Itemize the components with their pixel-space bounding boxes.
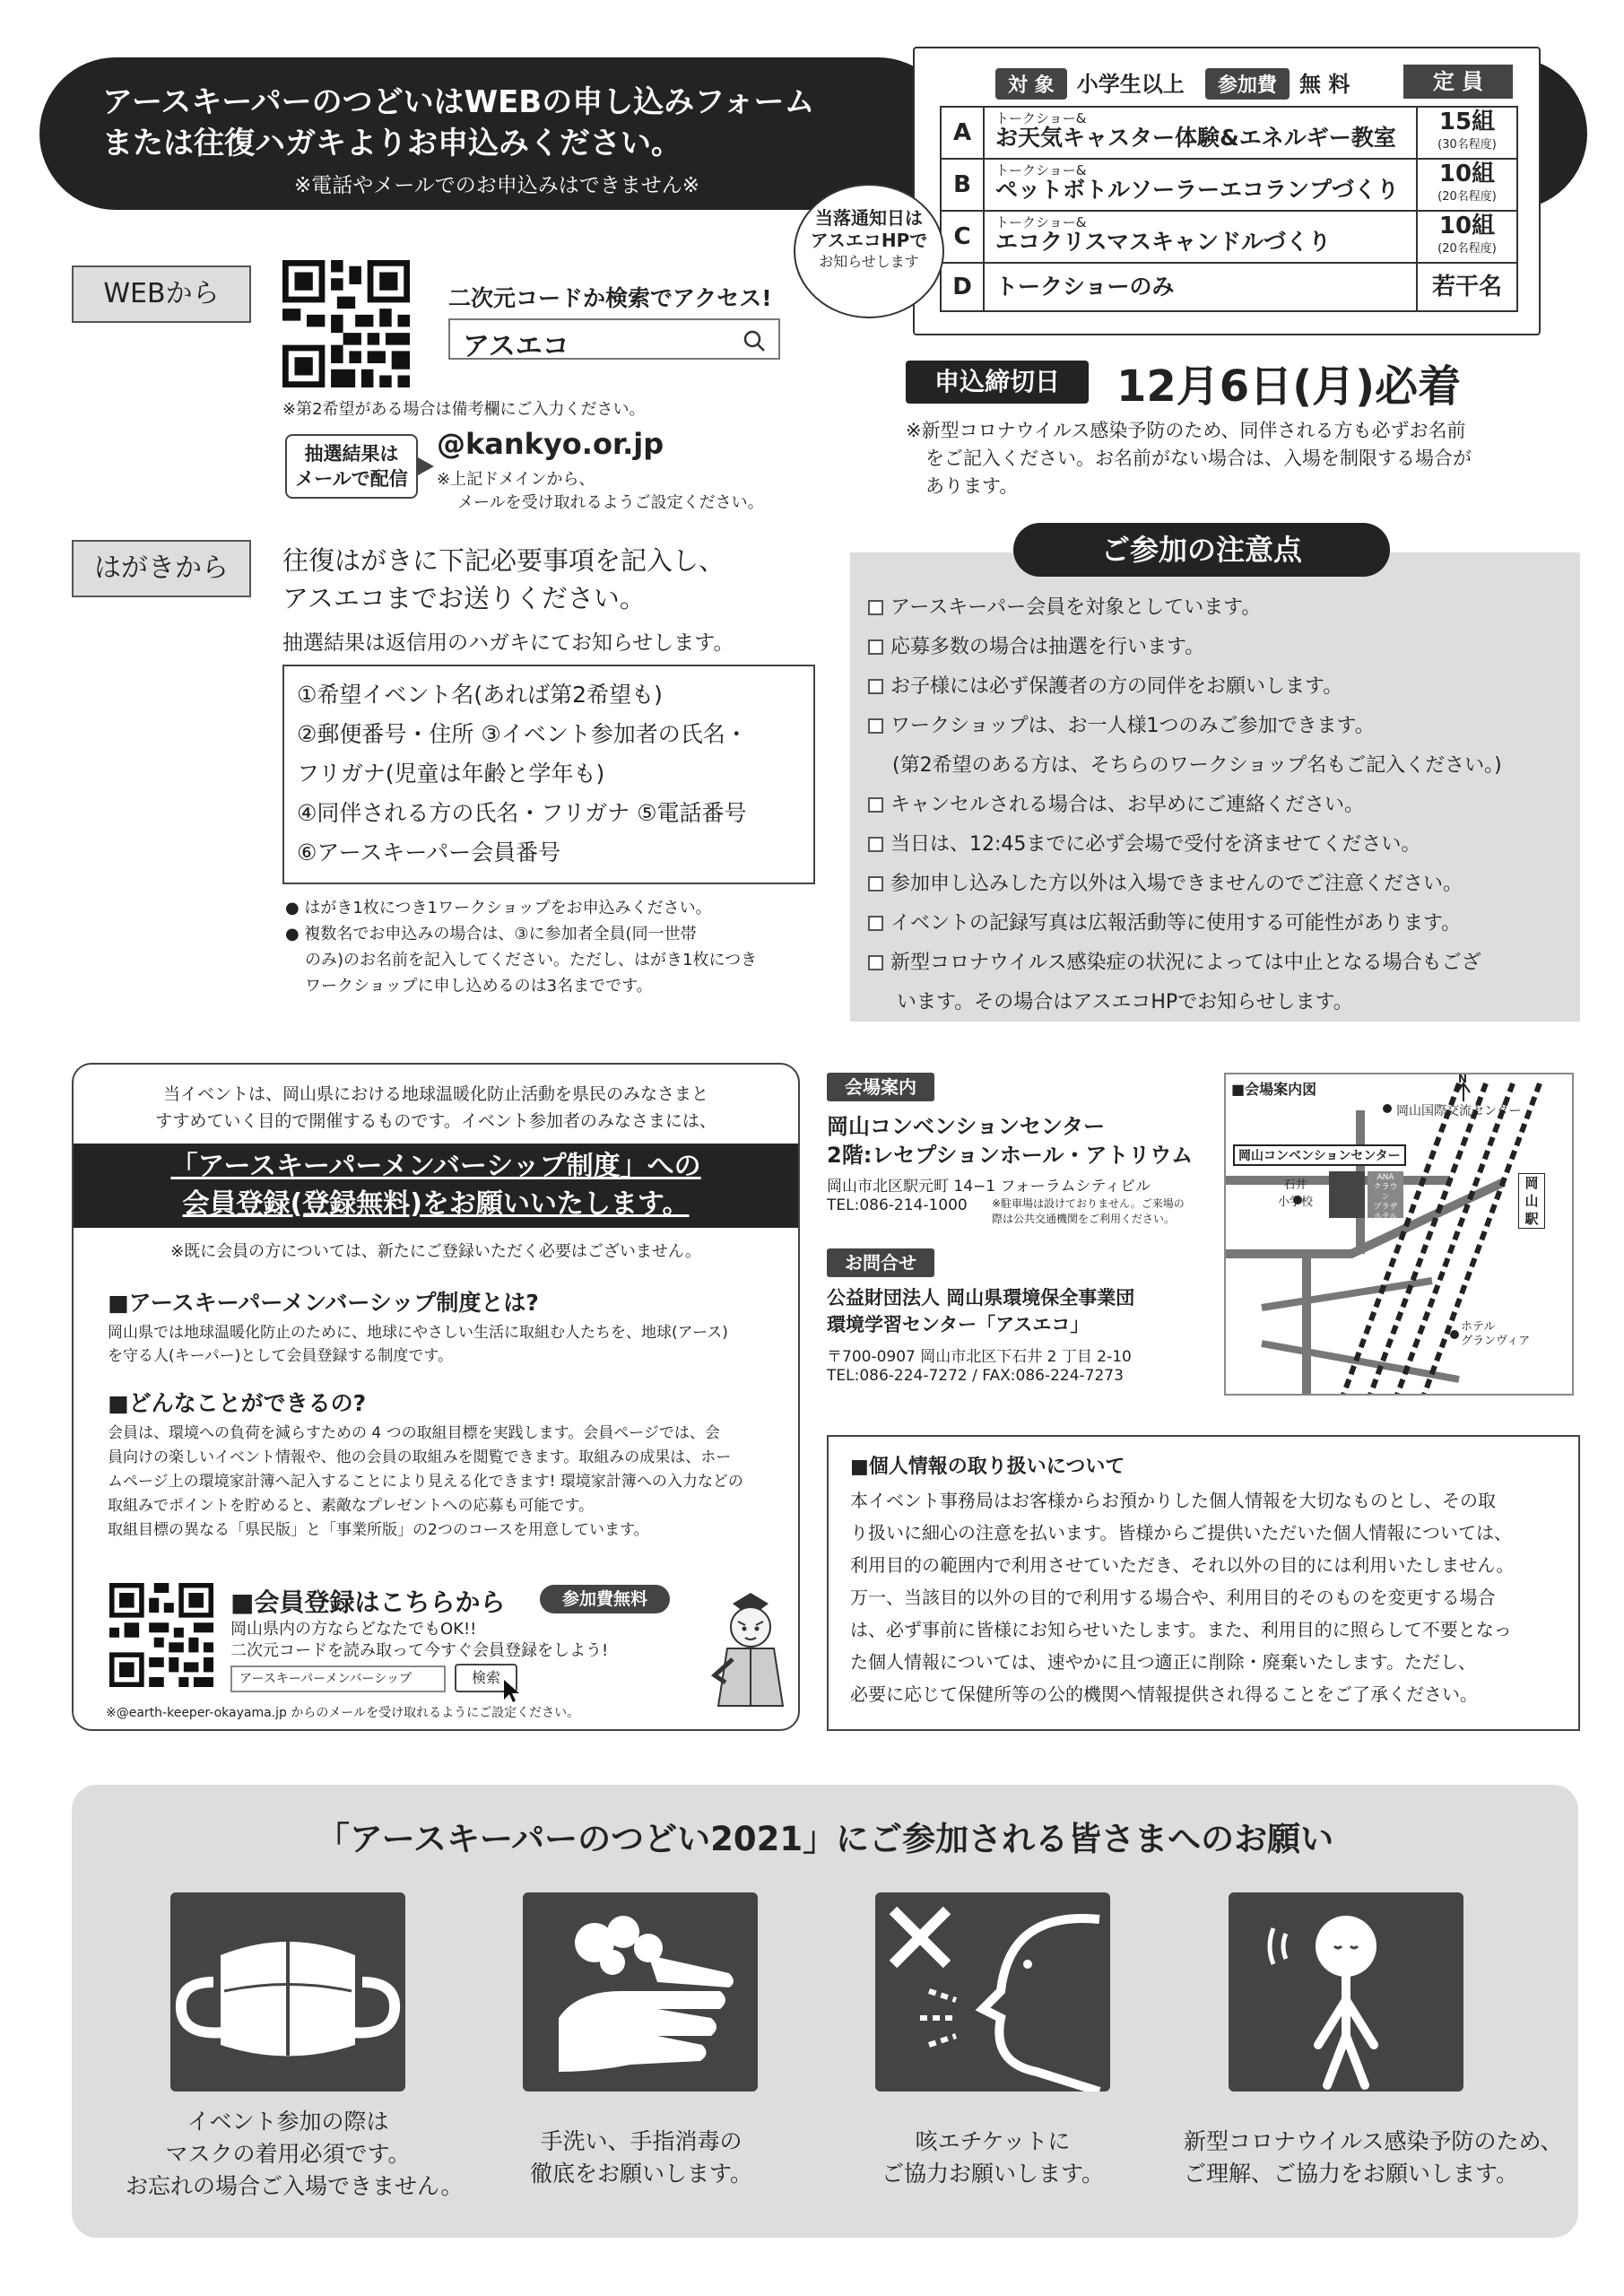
- hagaki-note1: ● はがき1枚につき1ワークショップをお申込みください。: [285, 899, 712, 918]
- request-caption-line: マスクの着用必須です。: [165, 2141, 411, 2167]
- row-title: トークショーのみ: [995, 274, 1175, 300]
- membership-box: [72, 1063, 800, 1731]
- checkbox-icon: [868, 718, 883, 734]
- mail-box-line1: 抽選結果は: [304, 443, 399, 465]
- membership-intro2: すすめていく目的で開催するものです。イベント参加者のみなさまには、: [155, 1111, 716, 1131]
- privacy-line: 必要に応じて保健所等の公的機関へ情報提供され得ることをご了承ください。: [850, 1683, 1478, 1705]
- row-title: ペットボトルソーラーエコランプづくり: [995, 177, 1400, 203]
- request-caption: [126, 2106, 464, 2203]
- caution-text: アースキーパー会員を対象としています。: [890, 596, 1262, 619]
- venue-map[interactable]: [1224, 1073, 1574, 1396]
- privacy-line: た個人情報については、速やかに且つ適正に削除・廃棄いたします。ただし、: [850, 1651, 1476, 1673]
- request-caption: [1184, 2126, 1563, 2190]
- caution-text: キャンセルされる場合は、お早めにご連絡ください。: [890, 794, 1365, 816]
- requests-title: 「アースキーパーのつどい2021」にご参加される皆さまへのお願い: [316, 1820, 1334, 1858]
- caution-text: 当日は、12:45までに必ず会場で受付を済ませてください。: [890, 833, 1421, 856]
- membership-p1: [108, 1321, 728, 1368]
- notice-line3: お知らせします: [819, 253, 919, 270]
- map-title: ■会場案内図: [1231, 1081, 1317, 1098]
- checkbox-icon: [868, 876, 883, 891]
- row-capacity-note: (20名程度): [1437, 190, 1497, 204]
- membership-qr-code[interactable]: [109, 1583, 213, 1687]
- hagaki-note4: ワークショップに申し込めるのは3名までです。: [305, 977, 653, 996]
- row-letter: B: [942, 160, 985, 210]
- target-label: 対 象: [995, 68, 1067, 100]
- membership-intro1: 当イベントは、岡山県における地球温暖化防止活動を県民のみなさまと: [162, 1084, 708, 1104]
- mask-icon: [170, 1892, 405, 2092]
- row-capacity-note: (30名程度): [1437, 138, 1497, 152]
- membership-p3b: 二次元コードを読み取って今すぐ会員登録をしよう!: [230, 1641, 609, 1660]
- membership-intro: [74, 1081, 798, 1135]
- deadline-note1: ※新型コロナウイルス感染予防のため、同伴される方も必ずお名前: [906, 420, 1466, 441]
- venue-name1: 岡山コンベンションセンター: [827, 1114, 1105, 1139]
- caution-subnote: (第2希望のある方は、そちらのワークショップ名もご記入ください。): [892, 754, 1502, 777]
- venue-name2: 2階:レセプションホール・アトリウム: [827, 1143, 1194, 1168]
- mail-box-line2: メールで配信: [295, 468, 408, 490]
- request-caption-line: ご理解、ご協力をお願いします。: [1184, 2161, 1519, 2187]
- hagaki-line2: アスエコまでお送りください。: [282, 583, 646, 613]
- caution-text: ワークショップは、お一人様1つのみご参加できます。: [890, 715, 1375, 737]
- membership-search-button[interactable]: 検索: [455, 1664, 517, 1692]
- checkbox-icon: [868, 797, 883, 813]
- application-banner: [39, 57, 954, 210]
- request-caption-line: お忘れの場合ご入場できません。: [126, 2173, 464, 2199]
- checkbox-icon: [868, 916, 883, 931]
- membership-h1: ■アースキーパーメンバーシップ制度とは?: [108, 1290, 539, 1316]
- privacy-line: は、必ず事前に皆様にお知らせいたします。また、利用目的に照らして不要となっ: [850, 1619, 1512, 1640]
- privacy-line: り扱いに細心の注意を払います。皆様からご提供いただいた個人情報については、: [850, 1522, 1512, 1544]
- caution-item: [868, 789, 1364, 817]
- table-row: [940, 262, 1518, 312]
- row-subtitle: トークショー&: [995, 214, 1087, 230]
- privacy-line: 利用目的の範囲内で利用させていただき、それ以外の目的には利用いたしません。: [850, 1554, 1515, 1576]
- hagaki-line3: 抽選結果は返信用のハガキにてお知らせします。: [282, 631, 734, 655]
- cough-etiquette-icon: [875, 1892, 1110, 2092]
- notice-circle: [794, 184, 944, 318]
- map-granvia2: グランヴィア: [1461, 1335, 1531, 1348]
- caution-item: [868, 829, 1420, 857]
- row-subtitle: トークショー&: [995, 110, 1087, 126]
- venue-name: [827, 1112, 1193, 1170]
- contact-tel: TEL:086-224-7272 / FAX:086-224-7273: [827, 1367, 1124, 1385]
- caution-subnote: います。その場合はアスエコHPでお知らせします。: [897, 991, 1353, 1013]
- request-caption-line: 手洗い、手指消毒の: [540, 2128, 743, 2154]
- notice-line1: 当落通知日は: [815, 207, 923, 229]
- contact-label: お問合せ: [827, 1248, 934, 1277]
- contact-address: 〒700-0907 岡山市北区下石井 2 丁目 2-10: [827, 1348, 1132, 1366]
- caution-text: イベントの記録写真は広報活動等に使用する可能性があります。: [890, 912, 1462, 935]
- requirement-item: ④同伴される方の氏名・フリガナ ⑤電話番号: [297, 800, 747, 826]
- membership-search-input[interactable]: アースキーパーメンバーシップ: [230, 1665, 446, 1692]
- deadline-note2: をご記入ください。お名前がない場合は、入場を制限する場合が: [925, 448, 1472, 469]
- membership-p1b: を守る人(キーパー)として会員登録する制度です。: [108, 1347, 454, 1365]
- web-search-input[interactable]: [448, 318, 780, 360]
- checkbox-icon: [868, 679, 883, 694]
- row-title: お天気キャスター体験&エネルギー教室: [995, 125, 1396, 151]
- free-badge: 参加費無料: [540, 1585, 670, 1613]
- map-station: 岡山駅: [1518, 1173, 1545, 1229]
- caution-text: 新型コロナウイルス感染症の状況によっては中止となる場合もござ: [890, 952, 1481, 974]
- caution-item: [868, 671, 1342, 699]
- web-access-text: 二次元コードか検索でアクセス!: [448, 285, 772, 311]
- venue-label: 会場案内: [827, 1073, 934, 1101]
- venue-parking1: ※駐車場は設けておりません。ご来場の: [992, 1197, 1185, 1210]
- hagaki-notes: [285, 895, 757, 999]
- venue-parking: [992, 1196, 1185, 1227]
- target-row: [995, 66, 1350, 100]
- map-hotel4: ホテル: [1373, 1213, 1398, 1222]
- hagaki-label: はがきから: [72, 540, 251, 597]
- contact-org2: 環境学習センター「アスエコ」: [827, 1314, 1090, 1335]
- membership-already: ※既に会員の方については、新たにご登録いただく必要はございません。: [170, 1242, 701, 1261]
- membership-p2-line: 取組みでポイントを貯めると、素敵なプレゼントへの応募も可能です。: [108, 1497, 594, 1515]
- checkbox-icon: [868, 955, 883, 970]
- web-label: WEBから: [72, 265, 251, 323]
- caution-item: [868, 592, 1261, 620]
- hagaki-line1: 往復はがきに下記必要事項を記入し、: [282, 545, 725, 576]
- hagaki-note3: のみ)のお名前を記入してください。ただし、はがき1枚につき: [305, 951, 758, 970]
- row-subtitle: トークショー&: [995, 162, 1087, 178]
- map-school1: 石井: [1283, 1178, 1307, 1192]
- domain-note2: メールを受け取れるようご設定ください。: [457, 493, 764, 512]
- hagaki-note2: ● 複数名でお申込みの場合は、③に参加者全員(同一世帯: [285, 925, 697, 944]
- contact-org: [827, 1284, 1134, 1338]
- fee-label: 参加費: [1205, 68, 1290, 100]
- caution-text: お子様には必ず保護者の方の同伴をお願いします。: [890, 675, 1343, 698]
- privacy-body: [850, 1484, 1557, 1710]
- caution-item: [868, 710, 1375, 738]
- cursor-icon: [502, 1678, 522, 1703]
- request-caption-line: 新型コロナウイルス感染予防のため、: [1184, 2128, 1563, 2154]
- banner-line2: または往復ハガキよりお申込みください。: [102, 126, 682, 161]
- row-letter: A: [942, 108, 985, 158]
- map-granvia: [1461, 1320, 1530, 1349]
- request-caption-line: ご協力お願いします。: [881, 2161, 1104, 2187]
- checkbox-icon: [868, 837, 883, 852]
- caution-item: [868, 947, 1481, 975]
- row-capacity: 10組: [1438, 213, 1496, 239]
- map-hotel1: ANA: [1376, 1173, 1394, 1182]
- checkbox-icon: [868, 600, 883, 615]
- arrow-icon: [418, 457, 434, 475]
- map-hotel2: クラウン: [1373, 1183, 1398, 1202]
- map-granvia1: ホテル: [1461, 1320, 1496, 1334]
- privacy-line: 万一、当該目的以外の目的で利用する場合や、利用目的そのものを変更する場合: [850, 1587, 1496, 1608]
- row-capacity: 若干名: [1431, 274, 1502, 300]
- membership-bar2: 会員登録(登録無料)をお願いいたします。: [182, 1188, 690, 1220]
- map-intl-center: 岡山国際交流センター: [1396, 1104, 1522, 1118]
- table-row: [940, 106, 1518, 160]
- row-title: エコクリスマスキャンドルづくり: [995, 229, 1332, 255]
- caution-item: [868, 908, 1461, 935]
- venue-parking2: 際は公共交通機関をご利用ください。: [992, 1213, 1176, 1225]
- request-caption: [479, 2126, 803, 2190]
- handwash-icon: [523, 1892, 758, 2092]
- caution-item: [868, 631, 1204, 659]
- domain-text: @kankyo.or.jp: [437, 427, 664, 461]
- caution-text: 参加申し込みした方以外は入場できませんのでご注意ください。: [890, 873, 1463, 895]
- membership-p2: [108, 1422, 743, 1543]
- membership-callout: [74, 1144, 798, 1228]
- web-note: ※第2希望がある場合は備考欄にご入力ください。: [282, 400, 646, 419]
- row-capacity-note: (20名程度): [1437, 242, 1497, 256]
- request-caption: [830, 2126, 1155, 2190]
- deadline-note: [906, 417, 1472, 500]
- requirement-item: ①希望イベント名(あれば第2希望も): [297, 682, 663, 708]
- membership-h2: ■どんなことができるの?: [108, 1390, 367, 1416]
- requirement-item: ⑥アースキーパー会員番号: [297, 839, 561, 865]
- membership-p2-line: 員向けの楽しいイベント情報や、他の会員の取組みを閲覧できます。取組みの成果は、ホー: [108, 1448, 732, 1466]
- banner-line3: ※電話やメールでのお申込みはできません※: [293, 174, 700, 197]
- requirement-item: フリガナ(児童は年齢と学年も): [297, 761, 605, 787]
- map-hotel: [1371, 1173, 1400, 1222]
- event-table: [913, 47, 1541, 335]
- membership-mail-note: ※@earth-keeper-okayama.jp からのメールを受け取れるようにご設定ください。: [106, 1706, 580, 1720]
- privacy-line: 本イベント事務局はお客様からお預かりした個人情報を大切なものとし、その取: [850, 1490, 1496, 1511]
- membership-h3: ■会員登録はこちらから: [230, 1587, 506, 1617]
- bowing-person-icon: [1229, 1892, 1463, 2092]
- venue-tel: TEL:086-214-1000: [827, 1196, 968, 1214]
- mascot-icon: [706, 1589, 795, 1715]
- fee-value: 無 料: [1298, 72, 1350, 97]
- target-value: 小学生以上: [1076, 72, 1185, 97]
- map-north: N: [1458, 1073, 1468, 1085]
- caution-item: [868, 868, 1463, 896]
- request-caption-line: 咳エチケットに: [915, 2128, 1071, 2154]
- caution-text: 応募多数の場合は抽選を行います。: [890, 636, 1205, 658]
- privacy-box: [827, 1435, 1580, 1731]
- notice-line2: アスエコHPで: [810, 230, 928, 251]
- membership-p2-line: 会員は、環境への負荷を減らすための 4 つの取組目標を実践します。会員ページでは、会: [108, 1424, 720, 1442]
- capacity-label: 定 員: [1403, 65, 1513, 99]
- banner-line1: アースキーパーのつどいはWEBの申し込みフォーム: [102, 84, 815, 120]
- mail-delivery-box: [285, 434, 418, 499]
- membership-p2-line: ムページ上の環境家計簿へ記入することにより見える化できます! 環境家計簿への入力などの: [108, 1473, 743, 1491]
- membership-p1a: 岡山県では地球温暖化防止のために、地球にやさしい生活に取組む人たちを、地球(アース): [108, 1324, 728, 1342]
- request-caption-line: 徹底をお願いします。: [529, 2161, 752, 2187]
- map-hotel3: プラザ: [1373, 1203, 1398, 1212]
- venue-address: 岡山市北区駅元町 14−1 フォーラムシティビル: [827, 1178, 1151, 1196]
- contact-org1: 公益財団法人 岡山県環境保全事業団: [827, 1287, 1135, 1309]
- web-qr-code[interactable]: [282, 260, 410, 387]
- table-row: [940, 158, 1518, 212]
- membership-p3a: 岡山県内の方ならどなたでもOK!!: [230, 1620, 477, 1639]
- map-school2: 小学校: [1278, 1196, 1314, 1209]
- hagaki-intro: [282, 542, 725, 617]
- web-search-value: アスエコ: [463, 331, 569, 362]
- checkbox-icon: [868, 639, 883, 655]
- row-capacity: 15組: [1438, 109, 1496, 135]
- membership-p3: [230, 1619, 608, 1662]
- privacy-title: ■個人情報の取り扱いについて: [850, 1456, 1125, 1478]
- membership-bar1: 「アースキーパーメンバーシップ制度」への: [170, 1151, 701, 1182]
- cautions-title: ご参加の注意点: [1013, 523, 1390, 577]
- deadline-note3: あります。: [925, 475, 1019, 497]
- row-capacity: 10組: [1438, 161, 1496, 187]
- membership-p2-line: 取組目標の異なる「県民版」と「事業所版」の2つのコースを用意しています。: [108, 1521, 649, 1539]
- map-convention: 岡山コンベンションセンター: [1233, 1144, 1406, 1166]
- deadline-date: 12月6日(月)必着: [1116, 361, 1462, 412]
- search-icon[interactable]: [743, 329, 766, 352]
- row-letter: D: [942, 264, 985, 310]
- domain-note1: ※上記ドメインから、: [437, 470, 595, 489]
- deadline-label: 申込締切日: [906, 361, 1089, 404]
- table-row: [940, 210, 1518, 264]
- requirement-item: ②郵便番号・住所 ③イベント参加者の氏名・: [297, 721, 748, 747]
- hagaki-requirements: [282, 665, 815, 884]
- map-school: [1278, 1175, 1313, 1209]
- requests-box: [72, 1785, 1578, 2238]
- row-letter: C: [942, 212, 985, 262]
- request-caption-line: イベント参加の際は: [187, 2109, 389, 2135]
